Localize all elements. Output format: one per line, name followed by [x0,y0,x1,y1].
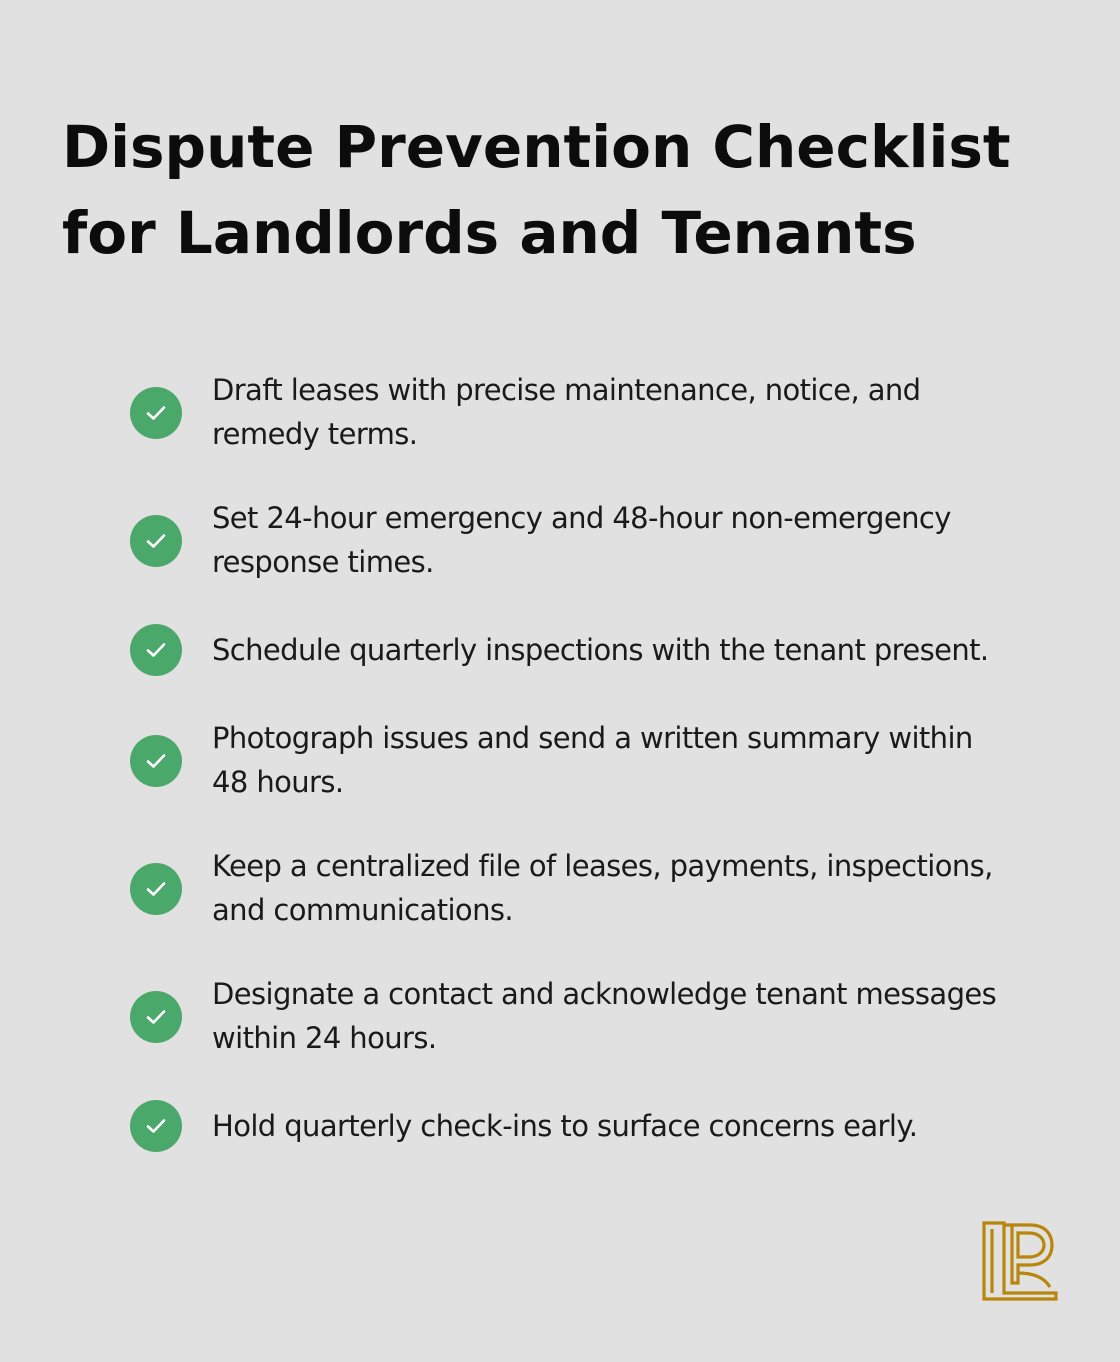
checklist-item-7 [130,1100,1060,1200]
check-icon [130,863,182,915]
title-line-1: Dispute Prevention Checklist [62,113,1011,181]
check-icon [130,991,182,1043]
checklist-item-4 [130,716,1060,816]
check-icon [130,735,182,787]
checklist-item-text: Hold quarterly check-ins to surface concerns early. [212,1109,918,1143]
checklist-item-3 [130,624,1060,724]
check-icon [130,387,182,439]
checklist-item-text: Designate a contact and acknowledge tenant messages within 24 hours. [212,977,997,1055]
page-title [62,104,1062,276]
checklist-item-5 [130,844,1060,944]
checklist-item-6 [130,972,1060,1072]
checklist-item-text: Draft leases with precise maintenance, notice, and remedy terms. [212,373,921,451]
checklist-item-2 [130,496,1060,596]
check-icon [130,515,182,567]
checklist-item-text: Keep a centralized file of leases, payments, inspections, and communications. [212,849,993,927]
checklist-item-1 [130,368,1060,468]
brand-logo-icon [982,1221,1058,1301]
checklist-item-text: Schedule quarterly inspections with the tenant present. [212,633,989,667]
checklist-item-text: Photograph issues and send a written summary within 48 hours. [212,721,973,799]
title-line-2: for Landlords and Tenants [62,199,917,267]
checklist-item-text: Set 24-hour emergency and 48-hour non-emergency response times. [212,501,951,579]
check-icon [130,1100,182,1152]
check-icon [130,624,182,676]
